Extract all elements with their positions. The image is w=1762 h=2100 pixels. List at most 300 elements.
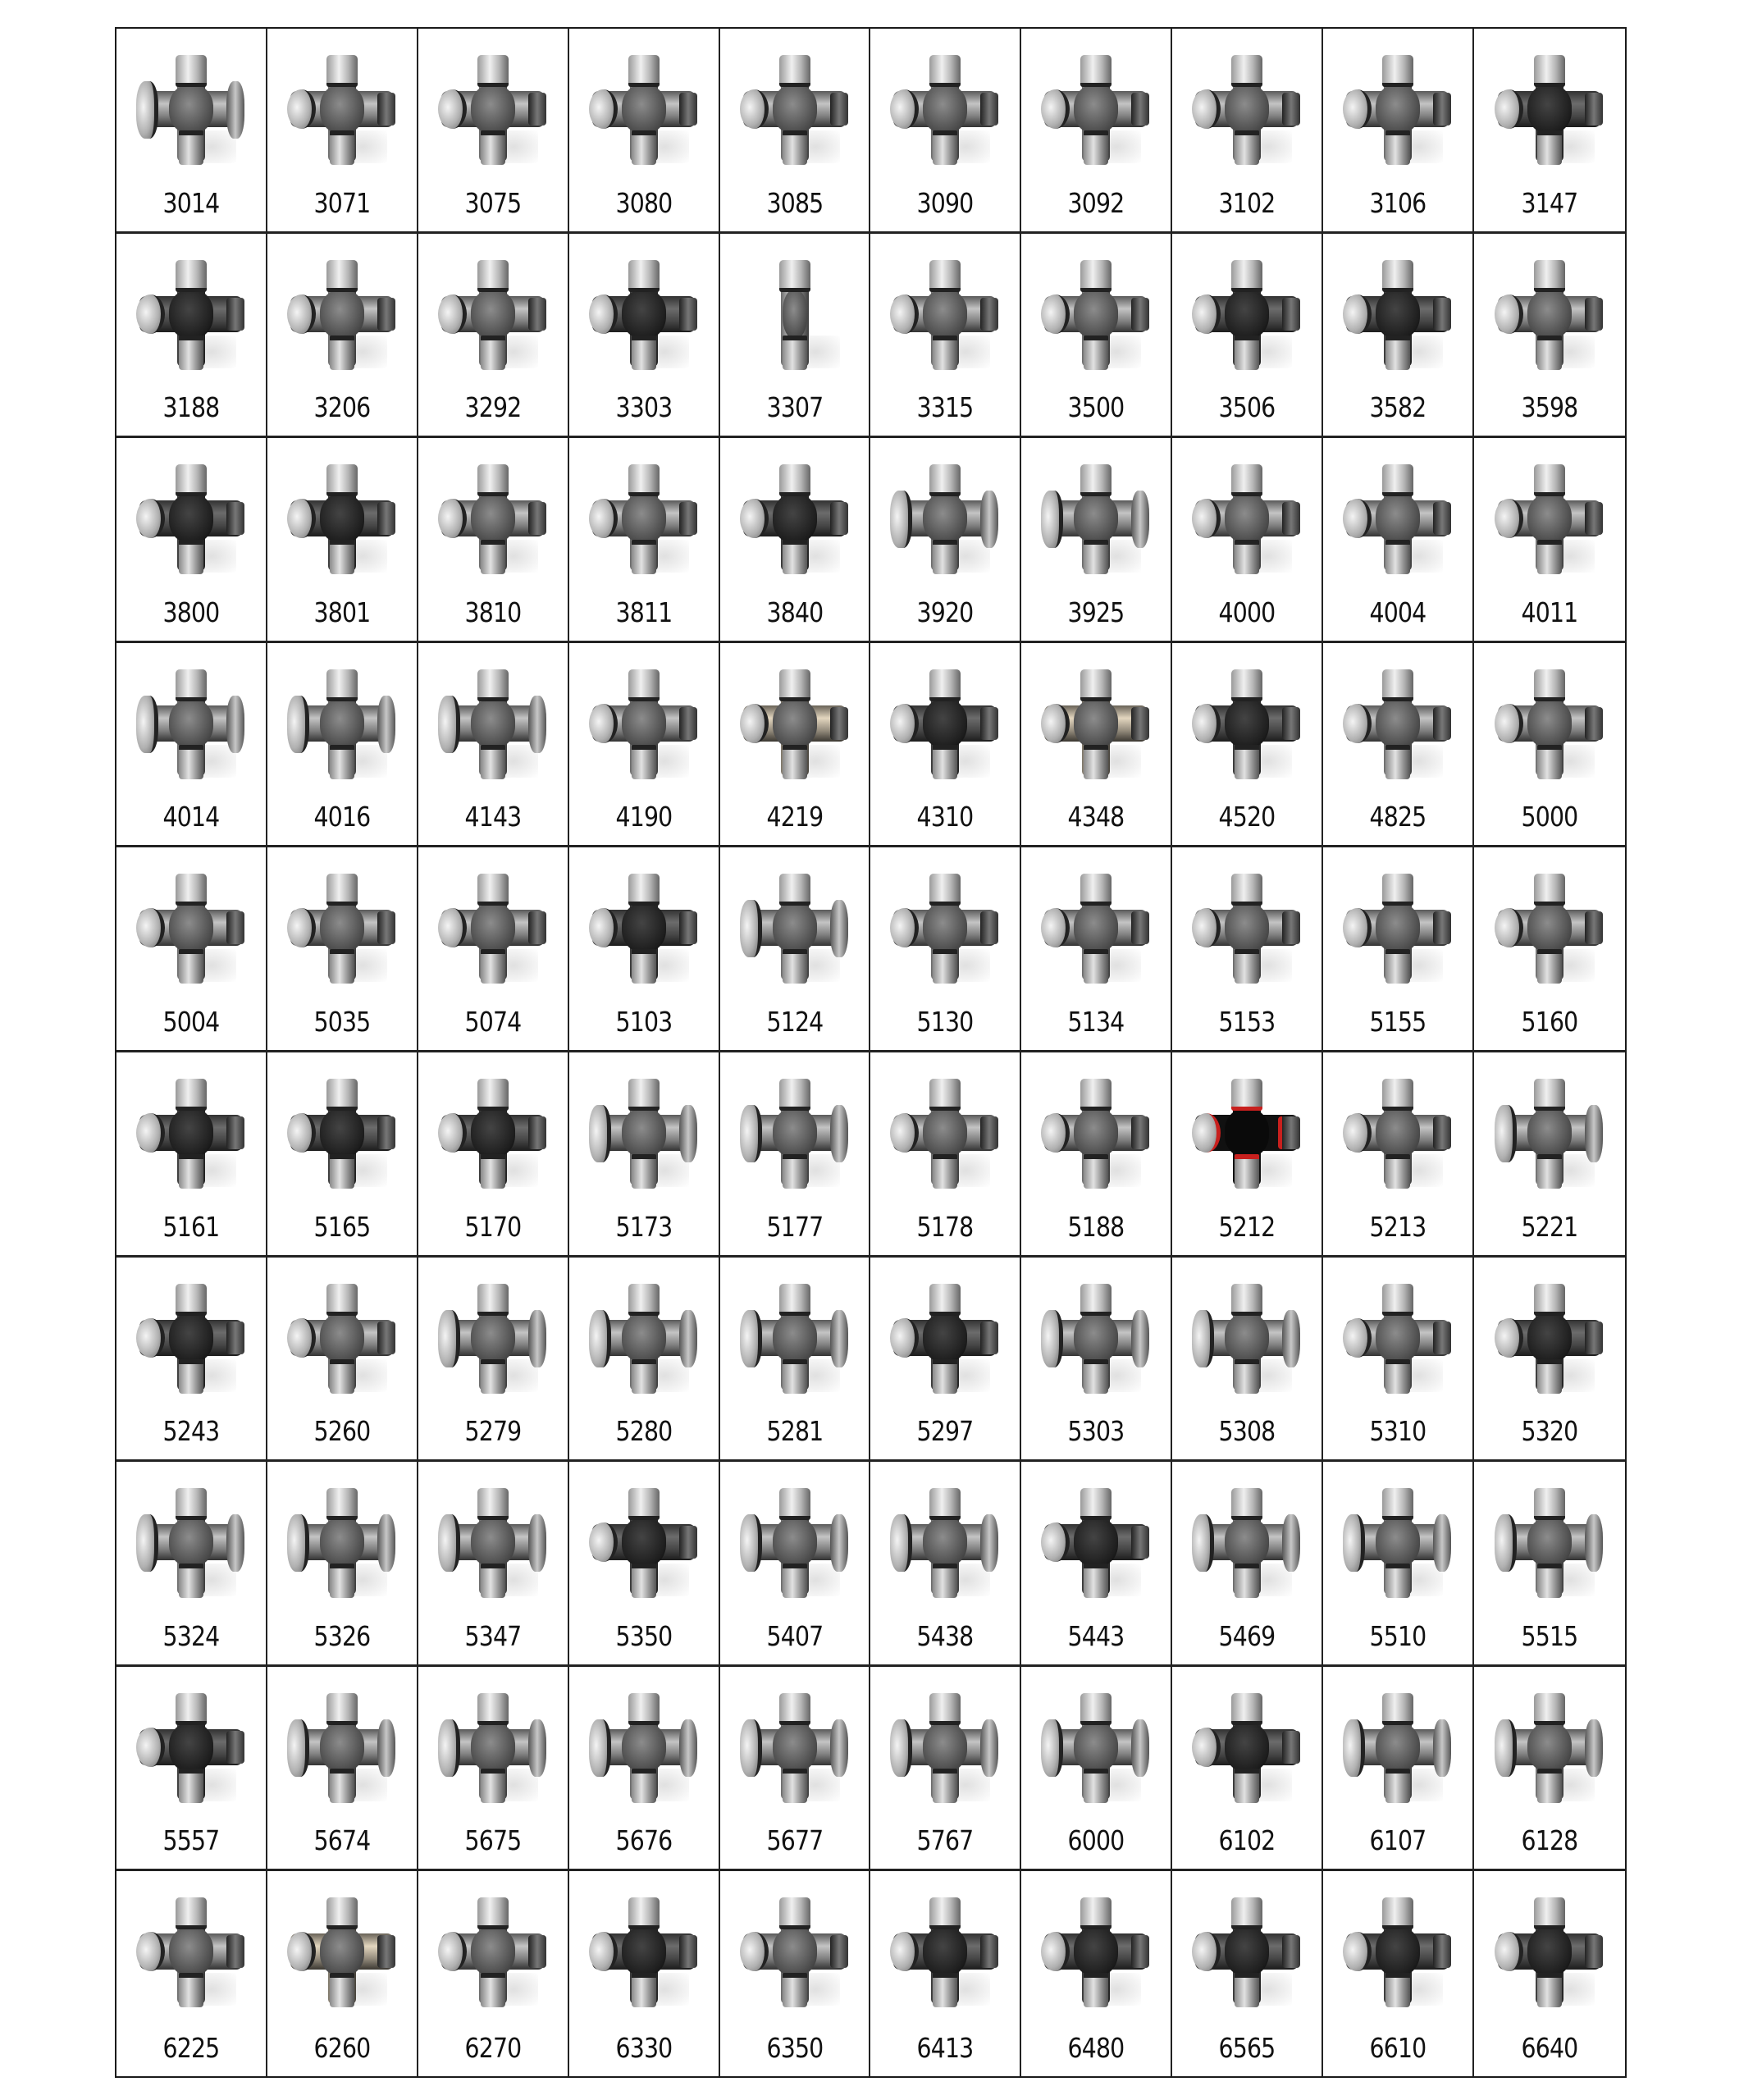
catalog-cell-5213 — [1323, 1052, 1474, 1258]
universal-joint-image — [582, 1277, 705, 1400]
catalog-cell-5134 — [1021, 847, 1172, 1052]
part-number-label: 3500 — [1067, 391, 1125, 424]
part-number-label: 5281 — [766, 1415, 823, 1448]
universal-joint-icon — [431, 663, 555, 786]
universal-joint-icon — [281, 1481, 404, 1605]
part-number-label: 6480 — [1067, 2032, 1125, 2064]
part-number-label: 5173 — [615, 1210, 673, 1243]
universal-joint-icon — [883, 1687, 1007, 1810]
part-number-label: 3147 — [1521, 186, 1578, 219]
universal-joint-image — [733, 1891, 856, 2014]
part-number-label: 5674 — [313, 1824, 371, 1857]
universal-joint-image — [733, 1072, 856, 1195]
part-number-label: 5155 — [1369, 1006, 1426, 1038]
part-number-label: 5443 — [1067, 1619, 1125, 1652]
universal-joint-image — [582, 253, 705, 377]
part-number-label: 6330 — [615, 2032, 673, 2064]
universal-joint-icon — [130, 663, 253, 786]
universal-joint-icon — [1488, 1687, 1611, 1810]
universal-joint-icon — [1185, 1481, 1308, 1605]
universal-joint-icon — [582, 1687, 705, 1810]
part-number-label: 3075 — [464, 186, 522, 219]
universal-joint-image — [582, 1687, 705, 1810]
universal-joint-icon — [1488, 663, 1611, 786]
part-number-label: 5297 — [917, 1415, 974, 1448]
universal-joint-image — [1488, 1687, 1611, 1810]
universal-joint-image — [1034, 1481, 1157, 1605]
catalog-cell-5221 — [1474, 1052, 1625, 1258]
part-number-label: 5326 — [313, 1619, 371, 1652]
universal-joint-icon — [582, 1277, 705, 1400]
universal-joint-icon — [1336, 663, 1459, 786]
universal-joint-icon — [1034, 663, 1157, 786]
part-number-label: 4011 — [1521, 596, 1578, 628]
universal-joint-image — [130, 663, 253, 786]
part-number-label: 5303 — [1067, 1415, 1125, 1448]
universal-joint-image — [130, 48, 253, 171]
catalog-cell-5160 — [1474, 847, 1625, 1052]
catalog-cell-5161 — [116, 1052, 267, 1258]
universal-joint-image — [883, 1891, 1007, 2014]
catalog-cell-3014 — [116, 29, 267, 234]
universal-joint-icon — [1488, 867, 1611, 990]
catalog-cell-5279 — [418, 1258, 569, 1463]
universal-joint-image — [582, 867, 705, 990]
part-number-label: 5103 — [615, 1006, 673, 1038]
universal-joint-icon — [582, 1481, 705, 1605]
catalog-cell-3106 — [1323, 29, 1474, 234]
universal-joint-image — [281, 458, 404, 581]
catalog-cell-5124 — [720, 847, 871, 1052]
catalog-cell-3080 — [569, 29, 720, 234]
universal-joint-image — [1034, 48, 1157, 171]
part-number-label: 3811 — [615, 596, 673, 628]
catalog-cell-5000 — [1474, 643, 1625, 848]
universal-joint-icon — [582, 663, 705, 786]
part-number-label: 3102 — [1218, 186, 1276, 219]
universal-joint-icon — [1034, 1687, 1157, 1810]
universal-joint-image — [1185, 253, 1308, 377]
part-number-label: 6350 — [766, 2032, 823, 2064]
catalog-cell-5035 — [267, 847, 418, 1052]
universal-joint-icon — [1034, 458, 1157, 581]
universal-joint-image — [1488, 867, 1611, 990]
universal-joint-icon — [1488, 458, 1611, 581]
part-number-label: 5320 — [1521, 1415, 1578, 1448]
part-number-label: 4004 — [1369, 596, 1426, 628]
catalog-cell-6413 — [870, 1871, 1021, 2076]
catalog-cell-5188 — [1021, 1052, 1172, 1258]
universal-joint-icon — [1336, 1277, 1459, 1400]
universal-joint-image — [1034, 1891, 1157, 2014]
universal-joint-image — [431, 1687, 555, 1810]
universal-joint-image — [1488, 1481, 1611, 1605]
universal-joint-image — [281, 867, 404, 990]
universal-joint-image — [130, 867, 253, 990]
part-number-label: 5510 — [1369, 1619, 1426, 1652]
part-number-label: 3582 — [1369, 391, 1426, 424]
catalog-cell-6330 — [569, 1871, 720, 2076]
universal-joint-icon — [431, 458, 555, 581]
part-number-label: 3801 — [313, 596, 371, 628]
part-number-label: 5677 — [766, 1824, 823, 1857]
part-number-label: 5407 — [766, 1619, 823, 1652]
catalog-cell-5178 — [870, 1052, 1021, 1258]
part-number-label: 6610 — [1369, 2032, 1426, 2064]
universal-joint-image — [281, 1481, 404, 1605]
universal-joint-icon — [1336, 253, 1459, 377]
part-number-label: 5134 — [1067, 1006, 1125, 1038]
universal-joint-image — [1034, 1687, 1157, 1810]
universal-joint-icon — [733, 1072, 856, 1195]
part-number-label: 3315 — [917, 391, 974, 424]
universal-joint-image — [1034, 867, 1157, 990]
universal-joint-image — [733, 48, 856, 171]
catalog-cell-5320 — [1474, 1258, 1625, 1463]
universal-joint-icon — [1336, 1891, 1459, 2014]
universal-joint-image — [1185, 1072, 1308, 1195]
universal-joint-image — [1185, 867, 1308, 990]
part-number-label: 5279 — [464, 1415, 522, 1448]
catalog-cell-5326 — [267, 1462, 418, 1667]
universal-joint-icon — [1488, 1072, 1611, 1195]
part-number-label: 5260 — [313, 1415, 371, 1448]
universal-joint-image — [733, 1481, 856, 1605]
universal-joint-image — [1336, 253, 1459, 377]
catalog-cell-6102 — [1172, 1667, 1323, 1872]
catalog-cell-5170 — [418, 1052, 569, 1258]
part-number-label: 5469 — [1218, 1619, 1276, 1652]
catalog-cell-4219 — [720, 643, 871, 848]
catalog-cell-5303 — [1021, 1258, 1172, 1463]
catalog-cell-5130 — [870, 847, 1021, 1052]
universal-joint-icon — [883, 1481, 1007, 1605]
universal-joint-icon — [1488, 253, 1611, 377]
part-number-label: 3071 — [313, 186, 371, 219]
catalog-cell-4348 — [1021, 643, 1172, 848]
part-number-label: 5212 — [1218, 1210, 1276, 1243]
universal-joint-image — [130, 253, 253, 377]
catalog-cell-5173 — [569, 1052, 720, 1258]
universal-joint-icon — [1185, 458, 1308, 581]
part-number-label: 6107 — [1369, 1824, 1426, 1857]
universal-joint-icon — [130, 1072, 253, 1195]
catalog-cell-5310 — [1323, 1258, 1474, 1463]
universal-joint-image — [130, 1687, 253, 1810]
universal-joint-image — [431, 48, 555, 171]
part-number-label: 3092 — [1067, 186, 1125, 219]
universal-joint-image — [281, 1891, 404, 2014]
catalog-cell-4016 — [267, 643, 418, 848]
universal-joint-icon — [582, 1891, 705, 2014]
catalog-cell-3102 — [1172, 29, 1323, 234]
part-number-label: 5188 — [1067, 1210, 1125, 1243]
catalog-cell-4004 — [1323, 438, 1474, 643]
universal-joint-icon — [431, 867, 555, 990]
universal-joint-icon — [130, 253, 253, 377]
catalog-cell-5153 — [1172, 847, 1323, 1052]
universal-joint-image — [1185, 1481, 1308, 1605]
part-number-label: 5160 — [1521, 1006, 1578, 1038]
catalog-cell-5677 — [720, 1667, 871, 1872]
catalog-cell-6565 — [1172, 1871, 1323, 2076]
universal-joint-icon — [1336, 458, 1459, 581]
catalog-cell-5177 — [720, 1052, 871, 1258]
universal-joint-icon — [1034, 1891, 1157, 2014]
universal-joint-image — [1336, 1891, 1459, 2014]
part-number-label: 3810 — [464, 596, 522, 628]
catalog-cell-5243 — [116, 1258, 267, 1463]
part-number-label: 5074 — [464, 1006, 522, 1038]
universal-joint-image — [130, 1072, 253, 1195]
part-number-label: 5178 — [917, 1210, 974, 1243]
universal-joint-icon — [733, 1277, 856, 1400]
universal-joint-icon — [733, 663, 856, 786]
universal-joint-icon — [582, 867, 705, 990]
universal-joint-image — [1034, 663, 1157, 786]
part-number-label: 4000 — [1218, 596, 1276, 628]
catalog-cell-3500 — [1021, 234, 1172, 439]
universal-joint-icon — [1488, 1277, 1611, 1400]
part-number-label: 5243 — [162, 1415, 220, 1448]
catalog-cell-3292 — [418, 234, 569, 439]
catalog-cell-3188 — [116, 234, 267, 439]
part-number-label: 4348 — [1067, 801, 1125, 833]
catalog-cell-6000 — [1021, 1667, 1172, 1872]
catalog-cell-6480 — [1021, 1871, 1172, 2076]
catalog-cell-3315 — [870, 234, 1021, 439]
universal-joint-image — [733, 458, 856, 581]
universal-joint-image — [1488, 253, 1611, 377]
catalog-cell-6260 — [267, 1871, 418, 2076]
universal-joint-image — [1336, 867, 1459, 990]
universal-joint-image — [1034, 253, 1157, 377]
catalog-cell-4011 — [1474, 438, 1625, 643]
catalog-cell-5767 — [870, 1667, 1021, 1872]
catalog-cell-4000 — [1172, 438, 1323, 643]
catalog-cell-4014 — [116, 643, 267, 848]
part-number-label: 5177 — [766, 1210, 823, 1243]
part-number-label: 3598 — [1521, 391, 1578, 424]
part-number-label: 5310 — [1369, 1415, 1426, 1448]
universal-joint-icon — [733, 48, 856, 171]
catalog-cell-5074 — [418, 847, 569, 1052]
catalog-cell-5308 — [1172, 1258, 1323, 1463]
universal-joint-icon — [1034, 1277, 1157, 1400]
universal-joint-image — [1185, 1891, 1308, 2014]
catalog-cell-5350 — [569, 1462, 720, 1667]
universal-joint-icon — [431, 1277, 555, 1400]
universal-joint-icon — [1185, 253, 1308, 377]
universal-joint-image — [1488, 458, 1611, 581]
universal-joint-icon — [582, 458, 705, 581]
universal-joint-image — [582, 1481, 705, 1605]
universal-joint-icon — [281, 458, 404, 581]
catalog-cell-5324 — [116, 1462, 267, 1667]
universal-joint-icon — [130, 867, 253, 990]
universal-joint-icon — [431, 48, 555, 171]
catalog-cell-5260 — [267, 1258, 418, 1463]
universal-joint-image — [733, 867, 856, 990]
part-number-label: 5675 — [464, 1824, 522, 1857]
part-number-label: 4143 — [464, 801, 522, 833]
part-number-label: 5000 — [1521, 801, 1578, 833]
universal-joint-image — [733, 1277, 856, 1400]
part-number-label: 5324 — [162, 1619, 220, 1652]
part-number-label: 5035 — [313, 1006, 371, 1038]
catalog-cell-4520 — [1172, 643, 1323, 848]
catalog-cell-3840 — [720, 438, 871, 643]
catalog-cell-5280 — [569, 1258, 720, 1463]
universal-joint-icon — [281, 663, 404, 786]
universal-joint-image — [431, 253, 555, 377]
universal-joint-image — [431, 663, 555, 786]
universal-joint-icon — [1185, 48, 1308, 171]
parts-catalog-grid — [115, 27, 1627, 2078]
catalog-cell-3075 — [418, 29, 569, 234]
universal-joint-image — [883, 867, 1007, 990]
part-number-label: 3206 — [313, 391, 371, 424]
catalog-cell-5297 — [870, 1258, 1021, 1463]
part-number-label: 5153 — [1218, 1006, 1276, 1038]
universal-joint-icon — [1488, 1891, 1611, 2014]
universal-joint-image — [582, 663, 705, 786]
universal-joint-icon — [733, 867, 856, 990]
universal-joint-icon — [281, 48, 404, 171]
part-number-label: 5767 — [917, 1824, 974, 1857]
catalog-cell-5347 — [418, 1462, 569, 1667]
part-number-label: 6225 — [162, 2032, 220, 2064]
part-number-label: 3307 — [766, 391, 823, 424]
universal-joint-image — [883, 1687, 1007, 1810]
universal-joint-image — [1185, 1687, 1308, 1810]
universal-joint-image — [431, 867, 555, 990]
catalog-cell-3307 — [720, 234, 871, 439]
part-number-label: 5438 — [917, 1619, 974, 1652]
universal-joint-image — [733, 663, 856, 786]
catalog-cell-4310 — [870, 643, 1021, 848]
part-number-label: 6102 — [1218, 1824, 1276, 1857]
universal-joint-icon — [431, 1072, 555, 1195]
part-number-label: 5004 — [162, 1006, 220, 1038]
part-number-label: 5213 — [1369, 1210, 1426, 1243]
universal-joint-icon — [1488, 1481, 1611, 1605]
universal-joint-icon — [281, 253, 404, 377]
catalog-cell-5676 — [569, 1667, 720, 1872]
catalog-cell-6270 — [418, 1871, 569, 2076]
part-number-label: 4016 — [313, 801, 371, 833]
catalog-cell-5155 — [1323, 847, 1474, 1052]
universal-joint-icon — [1336, 1072, 1459, 1195]
universal-joint-icon — [130, 1481, 253, 1605]
part-number-label: 3090 — [917, 186, 974, 219]
universal-joint-image — [1034, 1072, 1157, 1195]
part-number-label: 3080 — [615, 186, 673, 219]
part-number-label: 4520 — [1218, 801, 1276, 833]
catalog-cell-6640 — [1474, 1871, 1625, 2076]
catalog-cell-4825 — [1323, 643, 1474, 848]
universal-joint-icon — [883, 458, 1007, 581]
universal-joint-image — [130, 1277, 253, 1400]
catalog-cell-5281 — [720, 1258, 871, 1463]
universal-joint-image — [281, 48, 404, 171]
universal-joint-image — [1185, 48, 1308, 171]
part-number-label: 4219 — [766, 801, 823, 833]
universal-joint-image — [582, 1891, 705, 2014]
catalog-cell-3303 — [569, 234, 720, 439]
catalog-cell-5510 — [1323, 1462, 1474, 1667]
part-number-label: 5280 — [615, 1415, 673, 1448]
catalog-cell-3800 — [116, 438, 267, 643]
part-number-label: 5130 — [917, 1006, 974, 1038]
universal-joint-image — [883, 1277, 1007, 1400]
universal-joint-image — [883, 1481, 1007, 1605]
universal-joint-image — [883, 1072, 1007, 1195]
universal-joint-icon — [1185, 1891, 1308, 2014]
part-number-label: 3106 — [1369, 186, 1426, 219]
universal-joint-image — [281, 1072, 404, 1195]
universal-joint-image — [883, 253, 1007, 377]
universal-joint-image — [1336, 1277, 1459, 1400]
universal-joint-icon — [733, 253, 856, 377]
universal-joint-icon — [582, 253, 705, 377]
universal-joint-image — [281, 1687, 404, 1810]
part-number-label: 5347 — [464, 1619, 522, 1652]
catalog-cell-5469 — [1172, 1462, 1323, 1667]
catalog-cell-3582 — [1323, 234, 1474, 439]
universal-joint-icon — [733, 1481, 856, 1605]
universal-joint-image — [1488, 663, 1611, 786]
catalog-cell-6128 — [1474, 1667, 1625, 1872]
universal-joint-icon — [883, 48, 1007, 171]
catalog-cell-5165 — [267, 1052, 418, 1258]
catalog-cell-3925 — [1021, 438, 1172, 643]
universal-joint-image — [281, 663, 404, 786]
catalog-cell-3092 — [1021, 29, 1172, 234]
catalog-cell-5557 — [116, 1667, 267, 1872]
universal-joint-image — [281, 253, 404, 377]
part-number-label: 6128 — [1521, 1824, 1578, 1857]
universal-joint-image — [1336, 1687, 1459, 1810]
universal-joint-image — [1488, 1072, 1611, 1195]
universal-joint-image — [1336, 48, 1459, 171]
universal-joint-image — [431, 1277, 555, 1400]
part-number-label: 5350 — [615, 1619, 673, 1652]
universal-joint-image — [1488, 48, 1611, 171]
catalog-cell-5407 — [720, 1462, 871, 1667]
universal-joint-icon — [1185, 1072, 1308, 1195]
part-number-label: 3920 — [917, 596, 974, 628]
universal-joint-icon — [582, 1072, 705, 1195]
catalog-cell-6225 — [116, 1871, 267, 2076]
part-number-label: 5308 — [1218, 1415, 1276, 1448]
universal-joint-image — [1336, 458, 1459, 581]
part-number-label: 5170 — [464, 1210, 522, 1243]
catalog-cell-3506 — [1172, 234, 1323, 439]
universal-joint-icon — [1034, 48, 1157, 171]
universal-joint-icon — [130, 1687, 253, 1810]
catalog-cell-5004 — [116, 847, 267, 1052]
universal-joint-icon — [1336, 867, 1459, 990]
universal-joint-image — [1185, 1277, 1308, 1400]
universal-joint-icon — [733, 1687, 856, 1810]
universal-joint-icon — [281, 1891, 404, 2014]
part-number-label: 5165 — [313, 1210, 371, 1243]
catalog-cell-6107 — [1323, 1667, 1474, 1872]
universal-joint-image — [431, 458, 555, 581]
universal-joint-image — [582, 1072, 705, 1195]
part-number-label: 4014 — [162, 801, 220, 833]
